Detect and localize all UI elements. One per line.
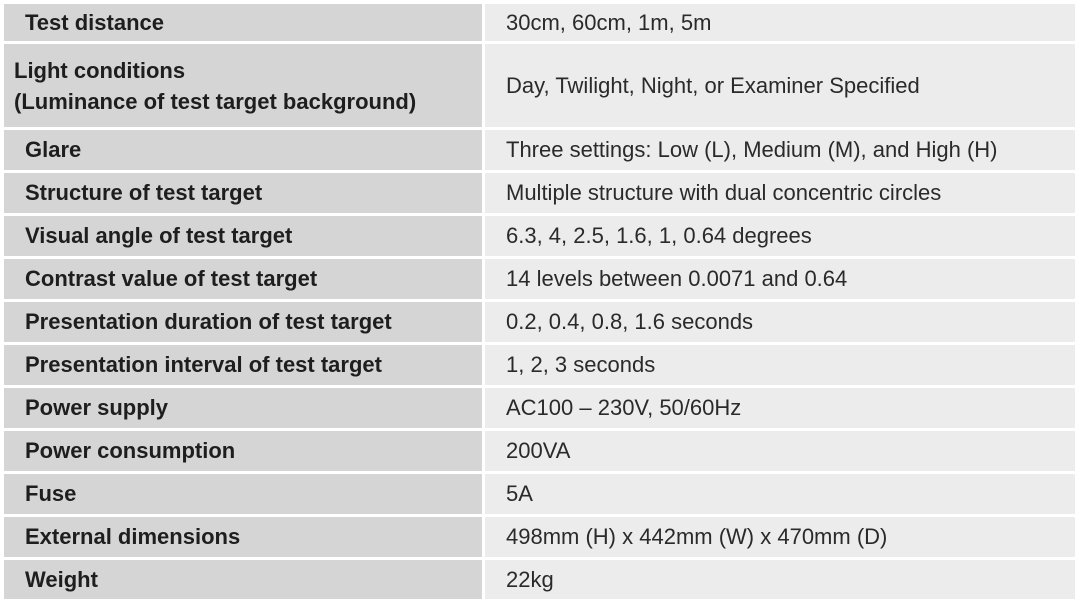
row-label-line: (Luminance of test target background) [14, 88, 417, 114]
row-value: 6.3, 4, 2.5, 1.6, 1, 0.64 degrees [485, 216, 1075, 259]
row-label: Power supply [4, 388, 485, 431]
row-label: Visual angle of test target [4, 216, 485, 259]
row-value: Multiple structure with dual concentric circles [485, 173, 1075, 216]
row-label: Presentation duration of test target [4, 302, 485, 345]
row-value: 498mm (H) x 442mm (W) x 470mm (D) [485, 517, 1075, 560]
row-value: 5A [485, 474, 1075, 517]
row-label: Weight [4, 560, 485, 602]
row-label: Glare [4, 130, 485, 173]
row-value: AC100 – 230V, 50/60Hz [485, 388, 1075, 431]
row-label: External dimensions [4, 517, 485, 560]
row-label: Presentation interval of test target [4, 345, 485, 388]
row-value: 22kg [485, 560, 1075, 602]
row-label: Test distance [4, 4, 485, 44]
row-label: Power consumption [4, 431, 485, 474]
row-label: Fuse [4, 474, 485, 517]
row-label: Contrast value of test target [4, 259, 485, 302]
row-value: Three settings: Low (L), Medium (M), and High (H) [485, 130, 1075, 173]
row-value: 14 levels between 0.0071 and 0.64 [485, 259, 1075, 302]
row-label-line: Light conditions [14, 57, 186, 83]
row-label: Structure of test target [4, 173, 485, 216]
row-label [4, 44, 485, 130]
row-value: 200VA [485, 431, 1075, 474]
row-value: Day, Twilight, Night, or Examiner Specified [485, 44, 1075, 130]
spec-table [4, 4, 1075, 602]
row-value: 0.2, 0.4, 0.8, 1.6 seconds [485, 302, 1075, 345]
row-value: 1, 2, 3 seconds [485, 345, 1075, 388]
row-value: 30cm, 60cm, 1m, 5m [485, 4, 1075, 44]
